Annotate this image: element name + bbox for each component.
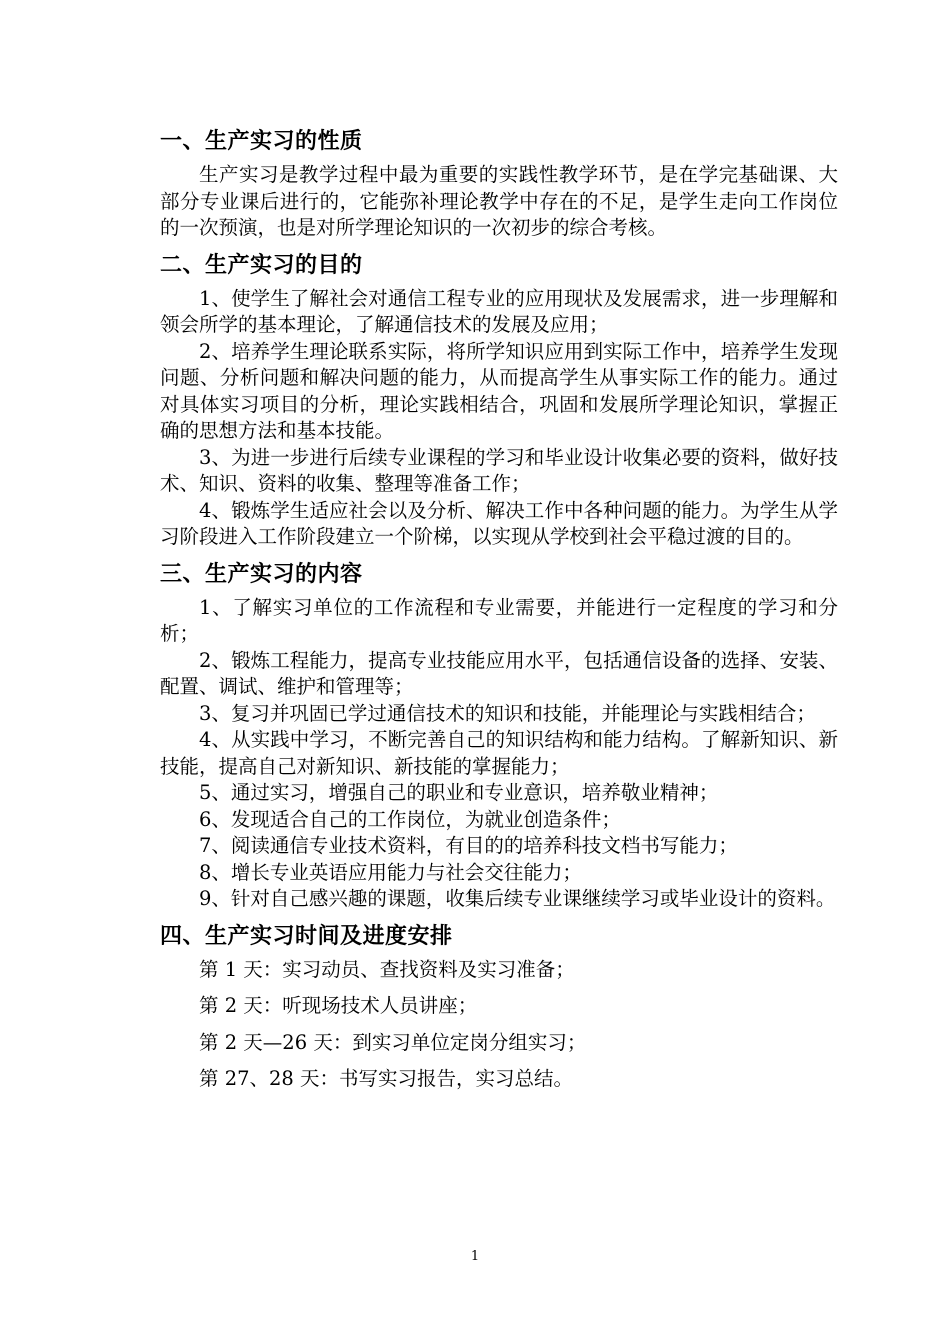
schedule-item: 第 1 天：实习动员、查找资料及实习准备； xyxy=(199,957,575,981)
paragraph: 1、了解实习单位的工作流程和专业需要，并能进行一定程度的学习和分析； xyxy=(160,595,838,645)
paragraph: 2、锻炼工程能力，提高专业技能应用水平，包括通信设备的选择、安装、配置、调试、维护和管理等； xyxy=(160,648,838,698)
section-heading: 一、生产实习的性质 xyxy=(160,129,363,154)
paragraph: 3、为进一步进行后续专业课程的学习和毕业设计收集必要的资料，做好技术、知识、资料的收集、整理等准备工作； xyxy=(160,445,838,495)
paragraph: 3、复习并巩固已学过通信技术的知识和技能，并能理论与实践相结合； xyxy=(199,701,816,725)
schedule-item: 第 2 天—26 天：到实习单位定岗分组实习； xyxy=(199,1030,587,1054)
section-heading: 四、生产实习时间及进度安排 xyxy=(160,923,453,949)
page-number: 1 xyxy=(470,1249,480,1264)
paragraph: 8、增长专业英语应用能力与社会交往能力； xyxy=(199,860,582,884)
paragraph: 9、针对自己感兴趣的课题，收集后续专业课继续学习或毕业设计的资料。 xyxy=(199,887,836,910)
paragraph: 7、阅读通信专业技术资料，有目的的培养科技文档书写能力； xyxy=(199,834,738,857)
paragraph: 生产实习是教学过程中最为重要的实践性教学环节，是在学完基础课、大部分专业课后进行的，它能弥补理论教学中存在的不足，是学生走向工作岗位的一次预演，也是对所学理论知识的一次初步的综合考核。 xyxy=(160,163,838,239)
schedule-item: 第 27、28 天：书写实习报告，实习总结。 xyxy=(199,1067,574,1090)
section-heading: 三、生产实习的内容 xyxy=(160,561,363,587)
schedule-item: 第 2 天：听现场技术人员讲座； xyxy=(199,994,478,1017)
paragraph: 1、使学生了解社会对通信工程专业的应用现状及发展需求，进一步理解和领会所学的基本理论，了解通信技术的发展及应用； xyxy=(160,286,838,336)
paragraph: 4、锻炼学生适应社会以及分析、解决工作中各种问题的能力。为学生从学习阶段进入工作阶段建立一个阶梯，以实现从学校到社会平稳过渡的目的。 xyxy=(160,498,838,548)
section-schedule xyxy=(160,917,838,1093)
section-purpose xyxy=(160,246,838,551)
paragraph: 2、培养学生理论联系实际，将所学知识应用到实际工作中，培养学生发现问题、分析问题和解决问题的能力，从而提高学生从事实际工作的能力。通过对具体实习项目的分析，理论实践相结合，巩固和发展所学理论知识，掌握正确的思想方法和基本技能。 xyxy=(160,339,838,442)
section-content xyxy=(160,555,838,913)
paragraph: 6、发现适合自己的工作岗位，为就业创造条件； xyxy=(199,807,621,831)
section-heading: 二、生产实习的目的 xyxy=(160,252,363,278)
section-nature xyxy=(160,122,838,242)
document-body xyxy=(160,122,838,1103)
paragraph: 4、从实践中学习，不断完善自己的知识结构和能力结构。了解新知识、新技能，提高自己对新知识、新技能的掌握能力； xyxy=(160,728,838,778)
paragraph: 5、通过实习，增强自己的职业和专业意识，培养敬业精神； xyxy=(199,781,719,804)
